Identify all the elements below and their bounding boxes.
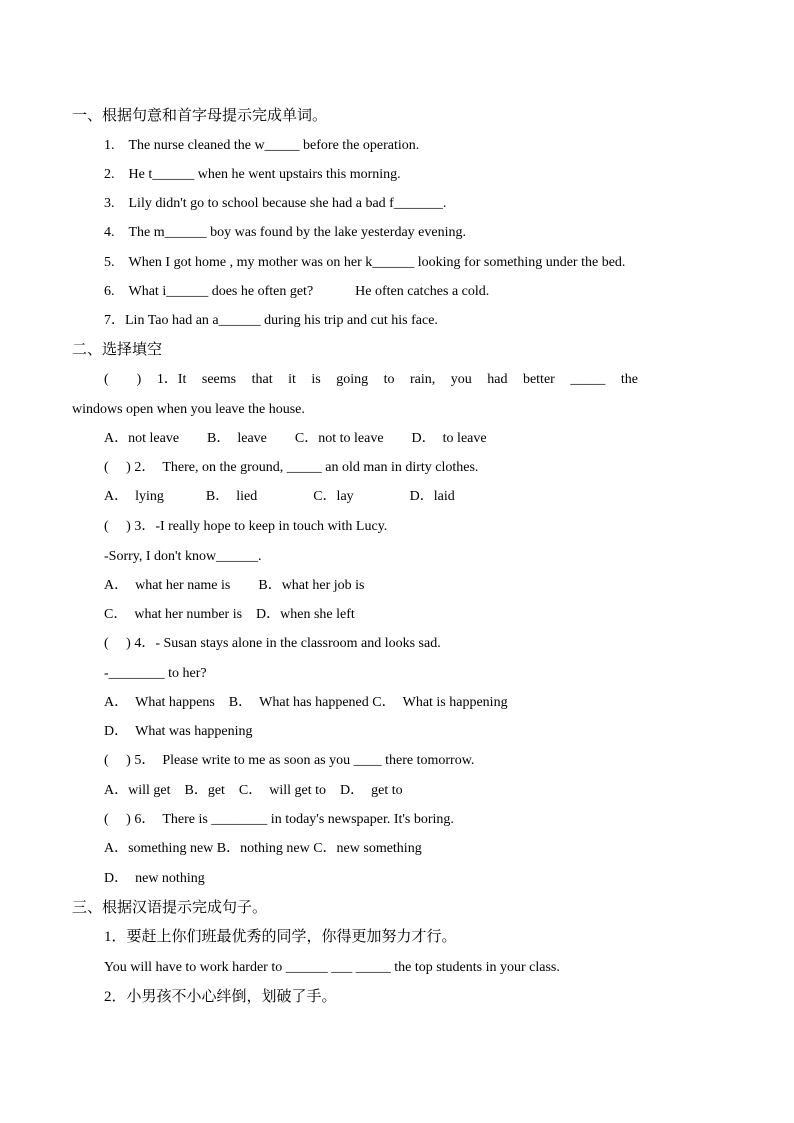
question-2-5-stem: ( ) 5． Please write to me as soon as you ____ there tomorrow. xyxy=(104,753,475,768)
question-3-2-prompt: 2．小男孩不小心绊倒，划破了手。 xyxy=(104,989,337,1005)
section-2-heading: 二、选择填空 xyxy=(72,342,163,358)
question-2-2-options: A． lying B． lied C．lay D．laid xyxy=(104,489,455,504)
section-3-heading: 三、根据汉语提示完成句子。 xyxy=(72,900,268,916)
question-1-5: 5. When I got home , my mother was on her k______ looking for something under the bed. xyxy=(104,255,626,270)
question-2-6-option-d: D． new nothing xyxy=(104,871,205,886)
question-1-2: 2. He t______ when he went upstairs this morning. xyxy=(104,167,401,182)
question-1-4: 4. The m______ boy was found by the lake yesterday evening. xyxy=(104,225,466,240)
question-2-6-stem: ( ) 6． There is ________ in today's newspaper. It's boring. xyxy=(104,812,454,827)
question-2-1-options: A．not leave B． leave C．not to leave D． to leave xyxy=(104,431,487,446)
question-3-1-sentence: You will have to work harder to ______ ___ _____ the top students in your class. xyxy=(104,960,560,975)
question-2-1-stem-cont: windows open when you leave the house. xyxy=(72,402,305,417)
question-2-3-options-ab: A． what her name is B．what her job is xyxy=(104,578,365,593)
question-1-3: 3. Lily didn't go to school because she had a bad f_______. xyxy=(104,196,447,211)
question-1-1: 1. The nurse cleaned the w_____ before the operation. xyxy=(104,138,420,153)
question-2-4-option-d: D． What was happening xyxy=(104,724,253,739)
question-2-4-reply: -________ to her? xyxy=(104,666,207,681)
question-2-3-stem: ( ) 3．-I really hope to keep in touch with Lucy. xyxy=(104,519,388,534)
question-1-7: 7．Lin Tao had an a______ during his trip and cut his face. xyxy=(104,313,438,328)
question-2-3-reply: -Sorry, I don't know______. xyxy=(104,549,262,564)
question-3-1-prompt: 1．要赶上你们班最优秀的同学，你得更加努力才行。 xyxy=(104,929,457,945)
question-2-4-stem: ( ) 4．- Susan stays alone in the classroom and looks sad. xyxy=(104,636,441,651)
section-1-heading: 一、根据句意和首字母提示完成单词。 xyxy=(72,108,328,124)
question-2-6-options-abc: A．something new B．nothing new C．new something xyxy=(104,841,422,856)
question-2-4-options-abc: A． What happens B． What has happened C． What is happening xyxy=(104,695,508,710)
question-2-5-options: A．will get B．get C． will get to D． get to xyxy=(104,783,403,798)
question-1-6: 6. What i______ does he often get? He often catches a cold. xyxy=(104,284,490,299)
question-2-3-options-cd: C． what her number is D．when she left xyxy=(104,607,355,622)
question-2-2-stem: ( ) 2． There, on the ground, _____ an old man in dirty clothes. xyxy=(104,460,479,475)
question-2-1-stem: ( ) 1．It seems that it is going to rain, you had better _____ the xyxy=(104,372,638,387)
